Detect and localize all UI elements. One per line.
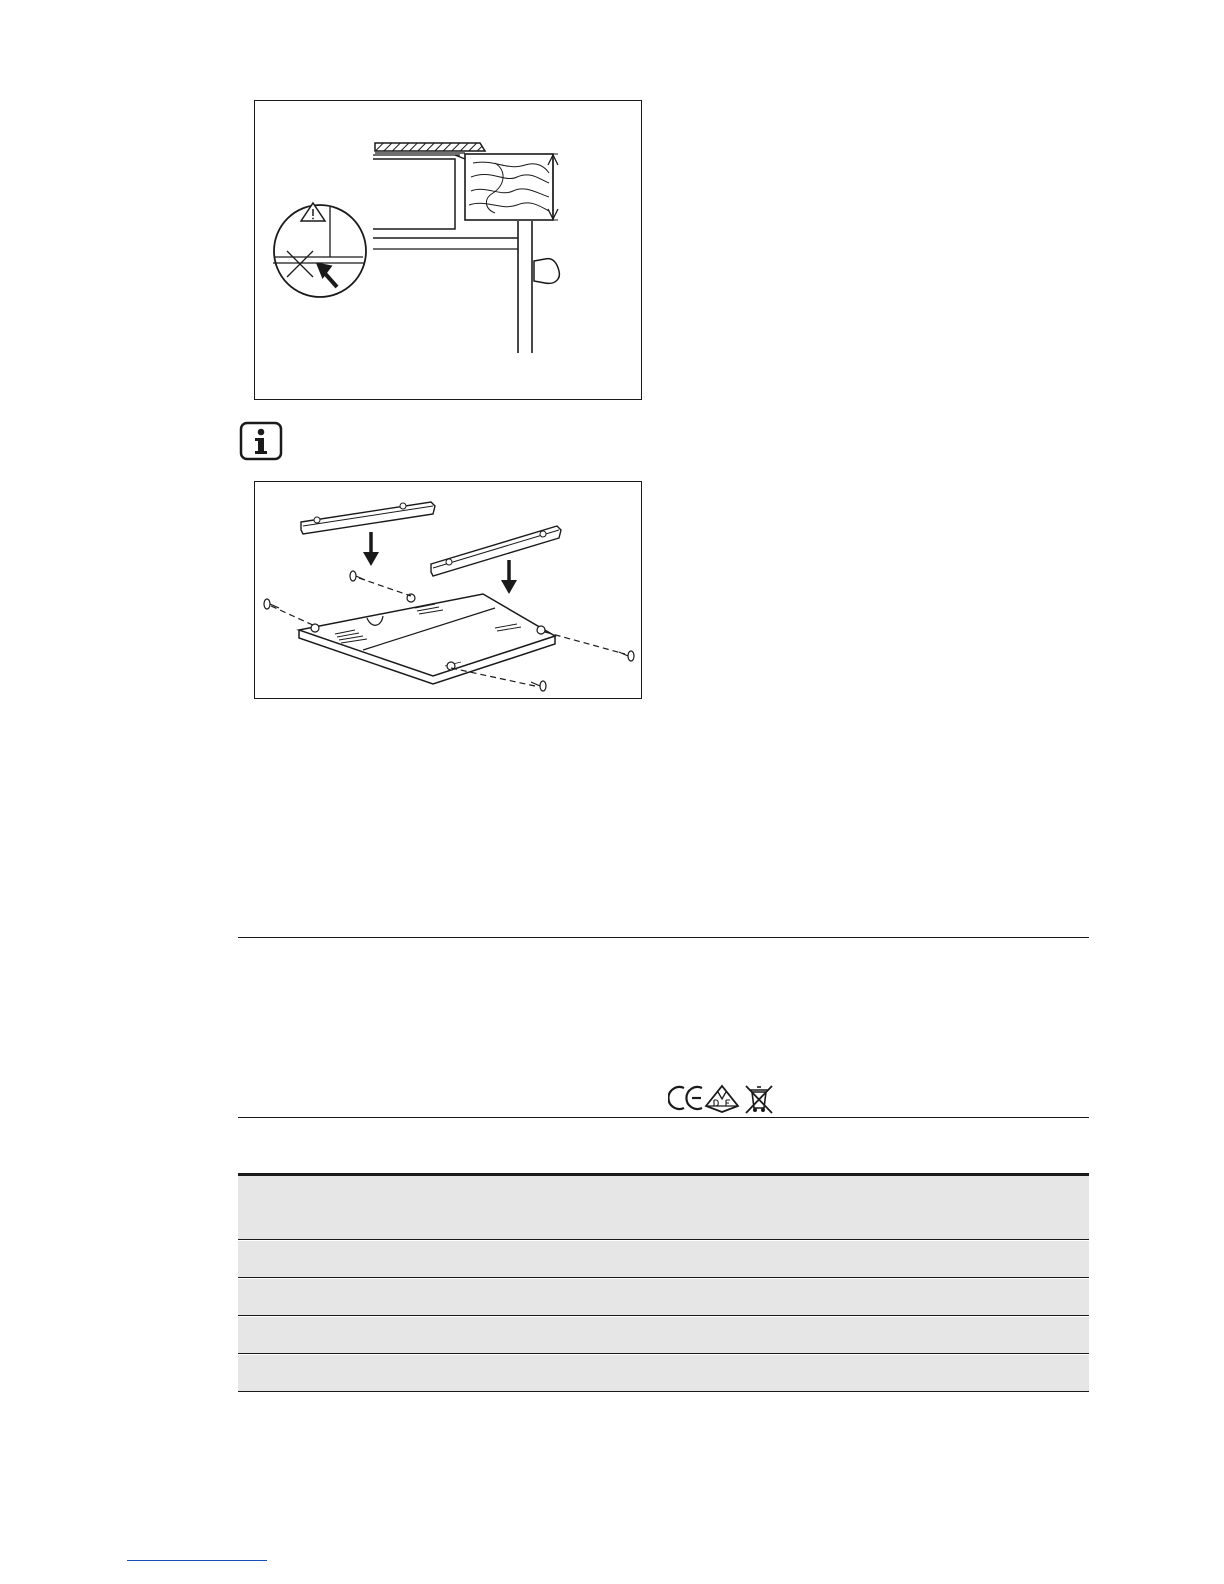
table-row [238,1279,1089,1315]
section-divider-top [238,937,1089,938]
table-row-divider [238,1277,1089,1278]
figure-countertop-installation [254,100,642,400]
table-row [238,1176,1089,1239]
hob-body [373,159,455,229]
table-row [238,1241,1089,1277]
footer-link-underline[interactable] [127,1560,267,1561]
screw-icon [619,651,634,661]
figure-frame-assembly [254,481,642,699]
table-row-divider [238,1239,1089,1240]
screw-icon [350,571,365,581]
frame-assembly-drawing [255,482,641,698]
down-arrow-icon [363,532,379,566]
table-row-divider [238,1315,1089,1316]
weee-crossed-bin-icon [746,1086,772,1113]
screw-icon [264,599,279,609]
section-divider-bottom [238,1117,1089,1118]
table-row [238,1317,1089,1353]
ce-mark-icon [668,1087,702,1109]
worktop-strip [375,143,485,151]
wooden-block [465,154,553,220]
certification-marks [668,1082,780,1114]
vde-mark-icon [706,1086,738,1112]
table-row [238,1355,1089,1391]
table-row-divider [238,1353,1089,1354]
knob [534,259,559,284]
down-arrow-icon [501,560,517,594]
countertop-installation-drawing [255,101,641,399]
info-icon [239,421,285,461]
tray [299,594,555,676]
table-bottom-rule [238,1391,1089,1392]
left-rail [301,502,435,534]
